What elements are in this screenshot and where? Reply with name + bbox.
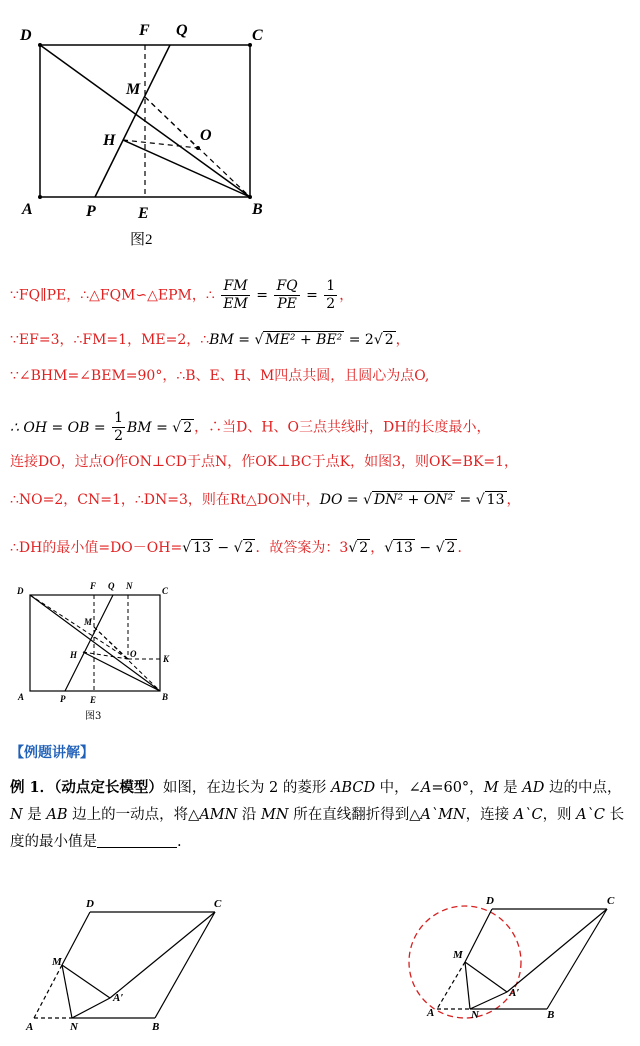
fig2-label-D: D bbox=[20, 27, 32, 44]
fig3-label-D: D bbox=[17, 586, 24, 596]
figure-rhombus-left bbox=[20, 895, 250, 1040]
fig3-label-C: C bbox=[162, 586, 169, 596]
fig2-label-H: H bbox=[103, 132, 116, 149]
fig2-label-P: P bbox=[86, 203, 96, 220]
fig3-label-F: F bbox=[90, 581, 97, 591]
left-label-A: A bbox=[26, 1021, 34, 1033]
solution-line-2: ∵EF=3，∴FM=1，ME=2，∴BM = √ ME² + BE² = 2√ 2 ， bbox=[10, 332, 410, 348]
figure-rhombus-right bbox=[395, 890, 635, 1040]
left-label-D: D bbox=[86, 898, 94, 910]
fig3-label-A: A bbox=[18, 692, 25, 702]
fig2-caption: 图2 bbox=[130, 232, 153, 248]
solution-line-6: ∴NO=2，CN=1，∴DN=3，则在Rt△DON中，DO = √ DN² + ON² = √ 13 ， bbox=[10, 492, 521, 508]
solution-line-7: ∴DH的最小值=DO－OH=√ 13 − √ 2 ．故答案为：3√ 2 ，√ 13 − √ 2 ． bbox=[10, 540, 472, 556]
right-label-D: D bbox=[486, 895, 494, 907]
left-label-N: N bbox=[70, 1021, 78, 1033]
right-label-C: C bbox=[607, 895, 615, 907]
figure-2 bbox=[0, 0, 300, 255]
right-label-M: M bbox=[453, 949, 463, 961]
left-label-Ap: A′ bbox=[113, 992, 124, 1004]
fig2-label-E: E bbox=[138, 205, 149, 222]
left-label-M: M bbox=[52, 956, 62, 968]
fig3-label-Q: Q bbox=[108, 581, 115, 591]
fig3-label-P: P bbox=[60, 694, 66, 704]
solution-line-1: ∵FQ∥PE，∴△FQM∽△EPM，∴ $\frac{FM}{EM}$ = $\frac{FQ}{PE}$ = $\frac{1}{2}$ ， bbox=[10, 278, 354, 312]
fig3-caption: 图3 bbox=[85, 711, 102, 722]
fig3-label-H: H bbox=[70, 650, 78, 660]
figure-3 bbox=[0, 575, 190, 725]
right-label-Ap: A′ bbox=[509, 987, 520, 999]
fig3-label-M: M bbox=[84, 617, 93, 627]
fig3-label-K: K bbox=[163, 654, 170, 664]
example-1-text: 例 1．（动点定长模型）如图，在边长为 2 的菱形 ABCD 中，∠A=60°，M 是 AD 边的中点，N 是 AB 边上的一动点，将△AMN 沿 MN 所在直线翻折得到△A`MN，连接 A`C，则 A`C 长度的最小值是 . bbox=[10, 779, 625, 850]
fig3-label-E: E bbox=[90, 695, 97, 705]
left-label-B: B bbox=[152, 1021, 160, 1033]
fig3-label-N: N bbox=[126, 581, 133, 591]
example-1-label: 例 1．（动点定长模型） bbox=[10, 779, 163, 796]
right-label-B: B bbox=[547, 1009, 555, 1021]
fig2-label-A: A bbox=[22, 201, 33, 218]
solution-line-3: ∵∠BHM=∠BEM=90°，∴B、E、H、M四点共圆，且圆心为点O, bbox=[10, 368, 430, 384]
fig2-label-O: O bbox=[200, 127, 212, 144]
right-label-A: A bbox=[427, 1007, 435, 1019]
fig2-label-Q: Q bbox=[176, 22, 188, 39]
solution-line-4: ∴ OH = OB = $\frac{1}{2}$ BM = √ 2 ，∴当D、H、O三点共线时，DH的长度最小， bbox=[10, 410, 491, 444]
answer-blank[interactable] bbox=[97, 833, 177, 848]
fig3-label-B: B bbox=[162, 692, 169, 702]
fig2-label-C: C bbox=[252, 27, 263, 44]
fig2-label-M: M bbox=[126, 81, 141, 98]
left-label-C: C bbox=[214, 898, 222, 910]
section-header: 【例题讲解】 bbox=[10, 744, 94, 760]
fig2-label-B: B bbox=[252, 201, 263, 218]
fig3-label-O: O bbox=[130, 649, 137, 659]
right-label-N: N bbox=[471, 1009, 479, 1021]
fig2-label-F: F bbox=[139, 22, 150, 39]
solution-line-5: 连接DO，过点O作ON⊥CD于点N，作OK⊥BC于点K，如图3，则OK=BK=1， bbox=[10, 454, 519, 470]
